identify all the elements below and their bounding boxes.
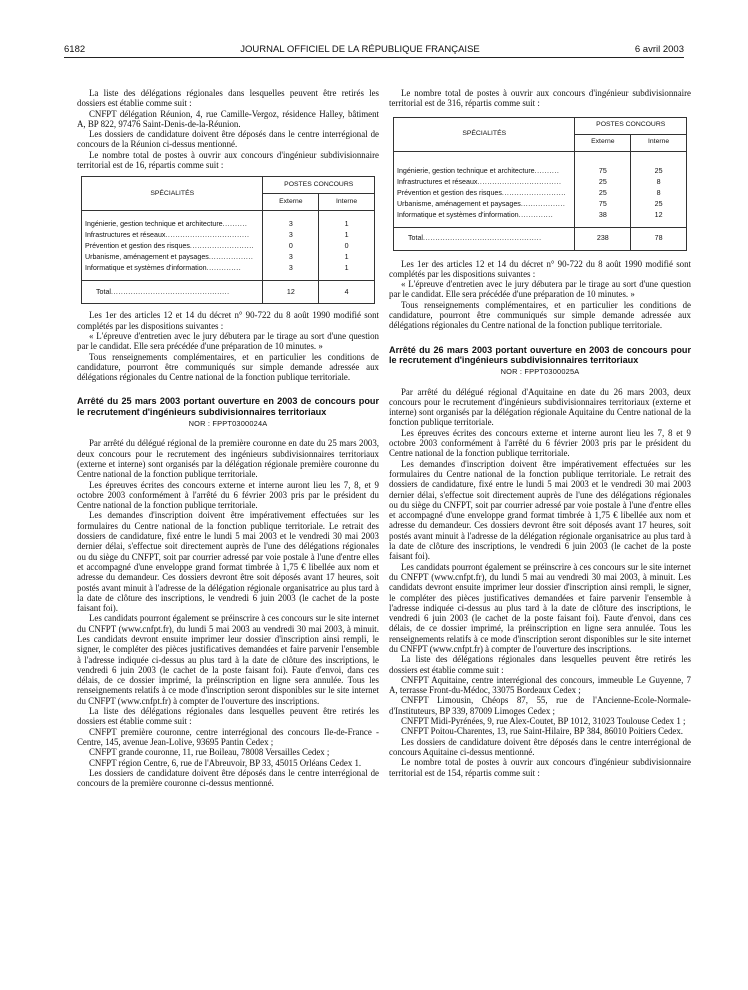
table-cell: 3 [288,264,293,273]
paragraph: Les épreuves écrites des concours externe et interne auront lieu les 7, 8 et 9 octobre 2003 conformément à l'arrêté du 6 février 2003 pris par le président du Centre national de la fonction publique territoriale. [389,427,691,459]
table-row-label: Prévention et gestion des risques.......................... [85,242,255,251]
page-header [64,42,684,56]
table-row-label: Urbanisme, aménagement et paysages.................. [85,253,254,262]
table-cell: 12 [654,210,663,219]
table-row-label: Informatique et systèmes d'information.............. [397,210,554,219]
section-title: Arrêté du 26 mars 2003 portant ouverture en 2003 de concours pour le recrutement d'ingénieurs subdivisionnaires territoriaux [389,344,691,365]
section-title: Arrêté du 25 mars 2003 portant ouverture en 2003 de concours pour le recrutement d'ingénieurs subdivisionnaires territoriaux [77,396,379,417]
table-cell: 1 [344,220,349,229]
specialities-header: SPÉCIALITÉS [82,177,263,211]
paragraph: CNFPT région Centre, 6, rue de l'Abreuvoir, BP 33, 45015 Orléans Cedex 1. [89,757,362,768]
header-divider [64,57,684,58]
table-cell: 3 [288,253,293,262]
paragraph: Par arrêté du délégué régional d'Aquitaine en date du 26 mars 2003, deux concours pour le recrutement d'ingénieurs subdivisionnaires territoriaux (externe et interne) sont organisés par la délégation régionale Aquitaine du Centre national de la fonction publique territoriale. [389,386,691,428]
table-cell: 0 [288,242,293,251]
paragraph: CNFPT première couronne, centre interrégional des concours Ile-de-France - Centre, 145, avenue Jean-Lolive, 93695 Pantin Cedex ; [77,726,379,747]
table-total-row: Total................................................ 238 78 [394,227,687,250]
internal-header: Interne [631,134,687,151]
paragraph: Les candidats pourront également se préinscrire à ces concours sur le site internet du CNFPT (www.cnfpt.fr), du lundi 5 mai au vendredi 30 mai 2003, à minuit. Les candidats devront ensuite imprimer leur dossier d'inscription ainsi rempli, le signer, le compléter des pièces justificatives demandées et faire parvenir l'ensemble à l'adresse indiquée ci-dessus au plus tard à la date de clôture des inscriptions, le vendredi 6 juin 2003 (le cachet de la poste faisant foi). Faute d'envoi, dans ces délais, de ce dossier imprimé, la préinscription en ligne sera annulée. Tous les renseignements relatifs à ce mode d'inscription seront disponibles sur le site internet du CNFPT (www.cnfpt.fr) à compter de l'ouverture des inscriptions. [389,561,691,654]
paragraph: Tous renseignements complémentaires, et en particulier les conditions de candidature, pourront être communiqués sur simple demande adressée aux délégations régionales du Centre national de la fonction publique territoriale. [389,299,691,331]
paragraph: Les dossiers de candidature doivent être déposés dans le centre interrégional de concours de la Réunion ci-dessus mentionné. [77,129,379,150]
table-row-label: Infrastructures et réseaux.................................. [85,231,250,240]
paragraph: La liste des délégations régionales dans lesquelles peuvent être retirés les dossiers est établie comme suit : [77,88,379,109]
paragraph: Le nombre total de postes à ouvrir aux concours d'ingénieur subdivisionnaire territorial est de 316, répartis comme suit : [389,88,691,109]
table-row-label: Ingénierie, gestion technique et architecture.......... [397,166,560,175]
table-cell: 25 [598,188,607,197]
paragraph: « L'épreuve d'entretien avec le jury débutera par le tirage au sort d'une question par le candidat. Elle sera précédée d'une préparation de 10 minutes. » [77,330,379,352]
table-cell: 25 [598,177,607,186]
internal-values [319,211,375,281]
speciality-labels [82,211,263,281]
paragraph: La liste des délégations régionales dans lesquelles peuvent être retirés les dossiers est établie comme suit : [389,654,691,675]
table-cell: 75 [598,166,607,175]
internal-values [631,151,687,227]
table-row-label: Infrastructures et réseaux.................................. [397,177,562,186]
total-external: 238 [575,227,631,250]
table-cell: 25 [654,199,663,208]
paragraph: CNFPT Midi-Pyrénées, 9, rue Alex-Coutet, BP 1012, 31023 Toulouse Cedex 1 ; [401,716,686,727]
issue-date: 6 avril 2003 [634,43,684,55]
page-number: 6182 [64,43,86,55]
table-cell: 8 [656,177,661,186]
paragraph: CNFPT Poitou-Charentes, 13, rue Saint-Hilaire, BP 384, 86010 Poitiers Cedex. [401,726,684,737]
external-values [575,151,631,227]
paragraph: Les candidats pourront également se préinscrire à ces concours sur le site internet du CNFPT (www.cnfpt.fr), du lundi 5 mai 2003 au vendredi 30 mai 2003, à minuit. Les candidats devront ensuite imprimer leur dossier d'inscription ainsi rempli, le signer, le compléter des pièces justificatives demandées et faire parvenir l'ensemble à l'adresse indiquée ci-dessus au plus tard à la date de clôture des inscriptions, le vendredi 6 juin 2003 (le cachet de la poste faisant foi). Faute d'envoi, dans ces délais, de ce dossier imprimé, la préinscription en ligne sera annulée. Tous les renseignements relatifs à ce mode d'inscription seront disponibles sur le site internet du CNFPT (www.cnfpt.fr) à compter de l'ouverture des inscriptions. [77,613,379,706]
table-row-label: Informatique et systèmes d'information.............. [85,264,242,273]
paragraph: Les demandes d'inscription doivent être impérativement effectuées sur les formulaires du Centre national de la fonction publique territoriale. Le retrait des dossiers de candidature, fixé entre le lundi 5 mai 2003 et le vendredi 30 mai 2003 dernier délai, s'effectue soit directement auprès de l'une des délégations régionales ou du siège du CNFPT, soit par courrier adressé par voie postale à l'une d'entre elles et accompagné d'une enveloppe grand format timbrée à 1,75 € libellée aux nom et adresse du demandeur. Ces dossiers devront être soit déposés avant 17 heures, soit postés avant minuit à l'adresse de la délégation régionale organisatrice au plus tard à la date de clôture des inscriptions, le vendredi 6 juin 2003 (le cachet de la poste faisant foi). [77,510,379,614]
table-row-label: Ingénierie, gestion technique et architecture.......... [85,220,248,229]
posts-header: POSTES CONCOURS [575,117,687,134]
table-cell: 8 [656,188,661,197]
right-column [389,88,691,778]
nor-reference: NOR : FPPT0300025A [500,367,580,377]
table-cell: 38 [598,210,607,219]
table-total-row: Total................................................ 12 4 [82,281,375,304]
table-cell: 0 [344,242,349,251]
table-cell: 75 [598,199,607,208]
paragraph: Les dossiers de candidature doivent être déposés dans le centre interrégional de concours de la première couronne ci-dessus mentionné. [77,767,379,789]
paragraph: Le nombre total de postes à ouvrir aux concours d'ingénieur subdivisionnaire territorial est de 154, répartis comme suit : [389,757,691,778]
paragraph: Par arrêté du délégué régional de la première couronne en date du 25 mars 2003, deux concours pour le recrutement des ingénieurs subdivisionnaires territoriaux (externe et interne) sont organisés par la délégation régionale première couronne du Centre national de la fonction publique territoriale. [77,438,379,480]
specialities-header: SPÉCIALITÉS [394,117,575,151]
paragraph: Les dossiers de candidature doivent être déposés dans le centre interrégional de concours Aquitaine ci-dessus mentionné. [389,736,691,757]
paragraph: Tous renseignements complémentaires, et en particulier les conditions de candidature, pourront être communiqués sur simple demande adressée aux délégations régionales du Centre national de la fonction publique territoriale. [77,351,379,383]
table-cell: 1 [344,264,349,273]
posts-table [81,176,375,304]
paragraph: « L'épreuve d'entretien avec le jury débutera par le tirage au sort d'une question par le candidat. Elle sera précédée d'une préparation de 10 minutes. » [389,279,691,300]
left-column [77,88,379,788]
table-cell: 1 [344,231,349,240]
paragraph: Les 1er des articles 12 et 14 du décret n° 90-722 du 8 août 1990 modifié sont complétés par les dispositions suivantes : [389,258,691,279]
paragraph: Les demandes d'inscription doivent être impérativement effectuées sur les formulaires du Centre national de la fonction publique territoriale. Le retrait des dossiers de candidature, fixé entre le lundi 5 mai 2003 et le vendredi 30 mai 2003 dernier délai, s'effectue soit directement auprès de l'une des délégations régionales ou du siège du CNFPT, soit par courrier adressé par voie postale à l'une d'entre elles et accompagné d'une enveloppe grand format timbrée à 1,75 € libellée aux nom et adresse du demandeur. Ces dossiers devront être soit déposés avant 17 heures, soit postés avant minuit à l'adresse de la délégation régionale organisatrice au plus tard à la date de clôture des inscriptions, le vendredi 6 juin 2003 (le cachet de la poste faisant foi). [389,458,691,562]
paragraph: CNFPT Limousin, Chéops 87, 55, rue de l'Ancienne-Ecole-Normale-d'Instituteurs, BP 339, 87009 Limoges Cedex ; [389,695,691,716]
paragraph: Le nombre total de postes à ouvrir aux concours d'ingénieur subdivisionnaire territorial est de 16, répartis comme suit : [77,149,379,171]
total-internal: 78 [631,227,687,250]
posts-header: POSTES CONCOURS [263,177,375,194]
external-values [263,211,319,281]
table-cell: 25 [654,166,663,175]
journal-title: JOURNAL OFFICIEL DE LA RÉPUBLIQUE FRANÇAISE [240,43,480,55]
speciality-labels [394,151,575,227]
paragraph: CNFPT délégation Réunion, 4, rue Camille-Vergoz, résidence Halley, bâtiment A, BP 822, 97476 Saint-Denis-de-la-Réunion. [77,108,379,129]
table-row-label: Urbanisme, aménagement et paysages.................. [397,199,566,208]
total-internal: 4 [319,281,375,304]
external-header: Externe [575,134,631,151]
total-label: Total [96,288,111,297]
total-external: 12 [263,281,319,304]
table-cell: 1 [344,253,349,262]
total-label: Total [408,234,423,243]
table-cell: 3 [288,220,293,229]
table-row-label: Prévention et gestion des risques.......................... [397,188,567,197]
paragraph: CNFPT grande couronne, 11, rue Boileau, 78008 Versailles Cedex ; [89,747,330,758]
table-cell: 3 [288,231,293,240]
external-header: Externe [263,194,319,211]
paragraph: Les 1er des articles 12 et 14 du décret n° 90-722 du 8 août 1990 modifié sont complétés par les dispositions suivantes : [77,310,379,331]
paragraph: CNFPT Aquitaine, centre interrégional des concours, immeuble Le Guyenne, 7 A, terrasse Front-du-Médoc, 33075 Bordeaux Cedex ; [389,674,691,696]
paragraph: Les épreuves écrites des concours externe et interne auront lieu les 7, 8, et 9 octobre 2003 conformément à l'arrêté du 6 février 2003 pris par le président du Centre national de la fonction publique territoriale. [77,479,379,511]
paragraph: La liste des délégations régionales dans lesquelles peuvent être retirés les dossiers est établie comme suit : [77,706,379,727]
posts-table [393,117,687,251]
internal-header: Interne [319,194,375,211]
nor-reference: NOR : FPPT0300024A [188,419,268,429]
